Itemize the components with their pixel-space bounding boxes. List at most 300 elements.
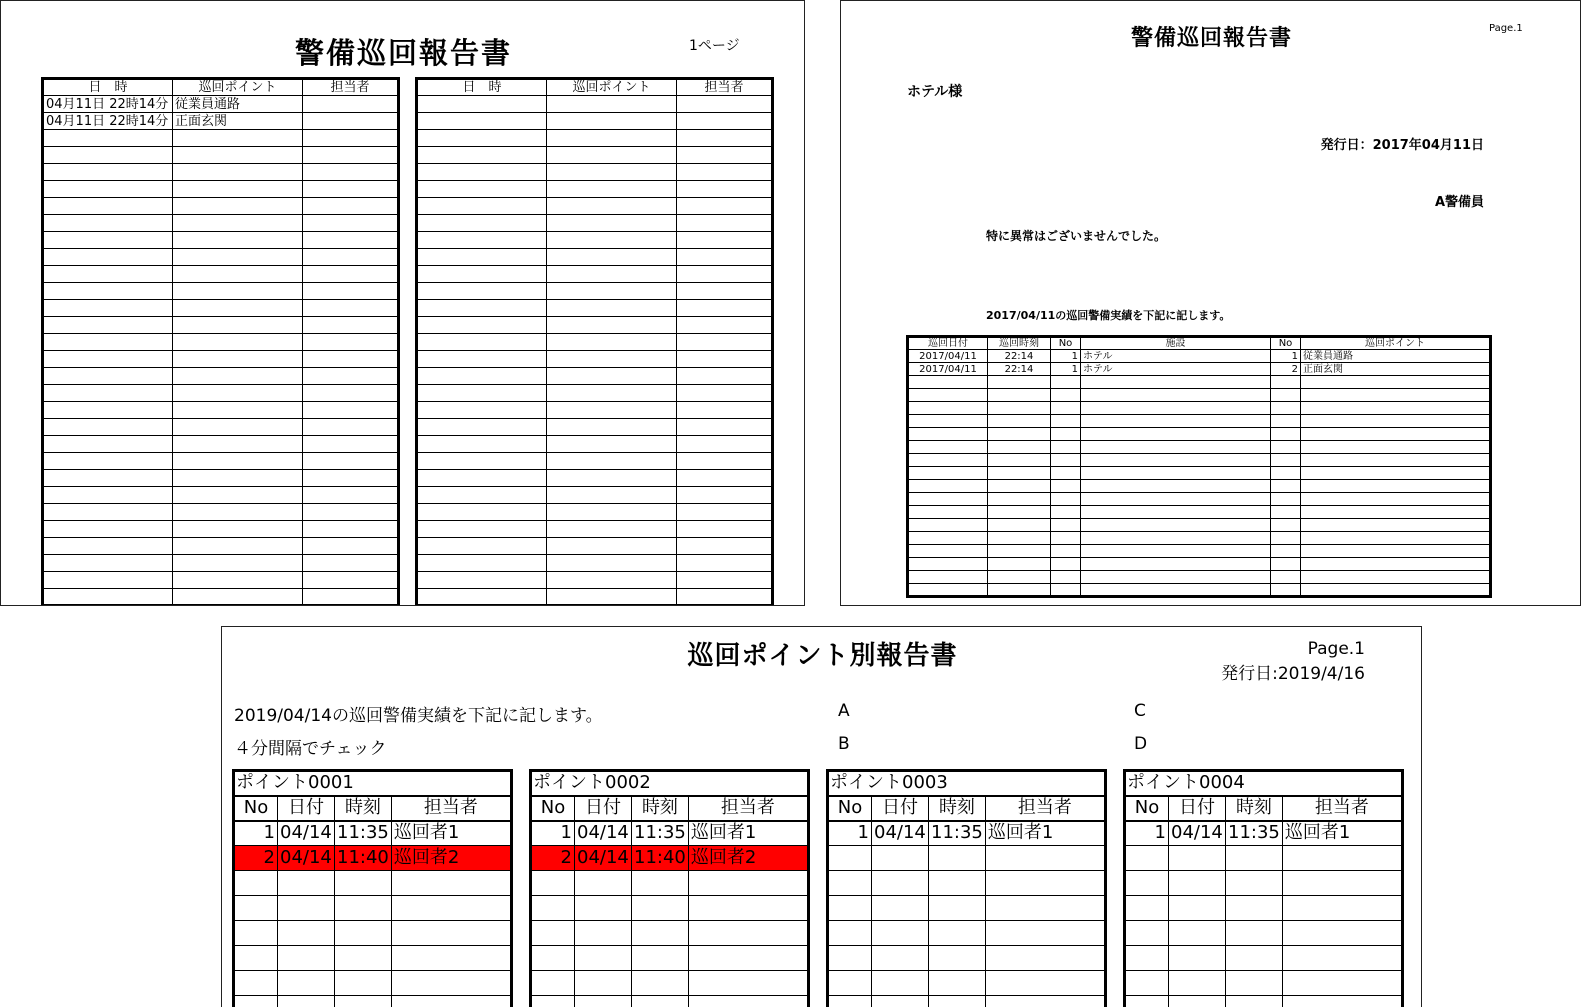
column-header-no: No bbox=[1051, 337, 1081, 350]
cell-date: 04/14 bbox=[872, 821, 929, 846]
cell-no bbox=[234, 971, 278, 996]
table-row bbox=[1125, 971, 1403, 996]
cell-no bbox=[828, 846, 872, 871]
cell-empty bbox=[677, 402, 773, 419]
cell-person bbox=[303, 385, 399, 402]
cell-empty bbox=[547, 283, 677, 300]
cell-no bbox=[1051, 571, 1081, 584]
cell-no: 1 bbox=[1051, 350, 1081, 363]
cell-pno bbox=[1271, 571, 1301, 584]
table-row bbox=[234, 946, 512, 971]
cell-empty bbox=[547, 419, 677, 436]
cell-empty bbox=[547, 300, 677, 317]
cell-time bbox=[1226, 946, 1283, 971]
cell-time: 22:14 bbox=[988, 350, 1051, 363]
cell-date bbox=[872, 996, 929, 1007]
cell-person bbox=[303, 419, 399, 436]
cell-time bbox=[929, 946, 986, 971]
cell-point bbox=[173, 368, 303, 385]
column-header-no: No bbox=[234, 796, 278, 821]
table-row bbox=[908, 493, 1491, 506]
cell-person bbox=[303, 317, 399, 334]
table-row bbox=[1125, 946, 1403, 971]
cell-no bbox=[1051, 415, 1081, 428]
table-row bbox=[417, 555, 773, 572]
column-header-row bbox=[828, 796, 1106, 821]
table-row bbox=[908, 428, 1491, 441]
table-row bbox=[417, 96, 773, 113]
cell-person bbox=[391, 921, 511, 946]
cell-date bbox=[1169, 996, 1226, 1007]
column-header-datetime: 日 時 bbox=[417, 79, 547, 96]
cell-point bbox=[1301, 532, 1491, 545]
cell-person bbox=[985, 871, 1105, 896]
column-header-date: 日付 bbox=[1169, 796, 1226, 821]
patrol-report-sheet-detail bbox=[840, 0, 1581, 606]
cell-point bbox=[173, 249, 303, 266]
cell-time bbox=[335, 921, 392, 946]
table-row bbox=[43, 249, 399, 266]
column-header-time: 時刻 bbox=[632, 796, 689, 821]
cell-time bbox=[1226, 971, 1283, 996]
cell-time bbox=[988, 441, 1051, 454]
table-row bbox=[908, 506, 1491, 519]
cell-no bbox=[531, 996, 575, 1007]
column-header-date: 日付 bbox=[872, 796, 929, 821]
cell-datetime bbox=[43, 215, 173, 232]
cell-datetime bbox=[43, 317, 173, 334]
cell-date bbox=[1169, 946, 1226, 971]
patrol-report-sheet bbox=[0, 0, 805, 606]
cell-empty bbox=[677, 334, 773, 351]
cell-date bbox=[872, 946, 929, 971]
cell-time bbox=[929, 921, 986, 946]
cell-no bbox=[1051, 493, 1081, 506]
table-row bbox=[417, 589, 773, 606]
cell-empty bbox=[677, 249, 773, 266]
cell-date bbox=[1169, 921, 1226, 946]
column-header-time: 時刻 bbox=[929, 796, 986, 821]
table-row bbox=[1125, 996, 1403, 1007]
column-header-no: No bbox=[1125, 796, 1169, 821]
column-header-point-no: No bbox=[1271, 337, 1301, 350]
cell-no bbox=[1051, 506, 1081, 519]
cell-no: 2 bbox=[531, 846, 575, 871]
table-row bbox=[417, 402, 773, 419]
patrol-detail-table bbox=[906, 335, 1492, 598]
cell-time bbox=[988, 571, 1051, 584]
cell-empty bbox=[677, 436, 773, 453]
table-row bbox=[531, 846, 809, 871]
column-header-person: 担当者 bbox=[677, 79, 773, 96]
table-row bbox=[531, 896, 809, 921]
cell-point bbox=[173, 419, 303, 436]
cell-person bbox=[688, 896, 808, 921]
cell-datetime bbox=[43, 232, 173, 249]
cell-no bbox=[828, 971, 872, 996]
cell-time bbox=[632, 996, 689, 1007]
point-name: ポイント0002 bbox=[531, 771, 809, 796]
cell-facility bbox=[1081, 558, 1271, 571]
table-row bbox=[417, 130, 773, 147]
customer-name: ホテル様 bbox=[907, 84, 963, 100]
table-row bbox=[828, 946, 1106, 971]
cell-empty bbox=[547, 521, 677, 538]
cell-empty bbox=[417, 266, 547, 283]
cell-date bbox=[908, 493, 988, 506]
cell-date bbox=[575, 871, 632, 896]
cell-point bbox=[1301, 545, 1491, 558]
cell-facility bbox=[1081, 584, 1271, 597]
cell-empty bbox=[677, 453, 773, 470]
cell-point bbox=[173, 266, 303, 283]
table-row bbox=[417, 368, 773, 385]
table-row bbox=[43, 215, 399, 232]
cell-person bbox=[303, 453, 399, 470]
cell-empty bbox=[547, 232, 677, 249]
table-row bbox=[531, 871, 809, 896]
cell-empty bbox=[677, 470, 773, 487]
cell-pno bbox=[1271, 441, 1301, 454]
table-row bbox=[43, 181, 399, 198]
cell-empty bbox=[547, 96, 677, 113]
cell-time bbox=[632, 871, 689, 896]
cell-empty bbox=[417, 572, 547, 589]
cell-datetime bbox=[43, 334, 173, 351]
cell-person: 巡回者1 bbox=[688, 821, 808, 846]
cell-empty bbox=[547, 334, 677, 351]
table-row bbox=[417, 334, 773, 351]
cell-person bbox=[391, 871, 511, 896]
cell-date bbox=[575, 996, 632, 1007]
issue-date: 発行日：2017年04月11日 bbox=[1320, 138, 1484, 153]
cell-empty bbox=[677, 487, 773, 504]
cell-datetime bbox=[43, 385, 173, 402]
table-row bbox=[1125, 896, 1403, 921]
cell-datetime bbox=[43, 164, 173, 181]
cell-point bbox=[173, 487, 303, 504]
cell-facility bbox=[1081, 454, 1271, 467]
column-header-time: 時刻 bbox=[335, 796, 392, 821]
cell-time bbox=[988, 389, 1051, 402]
table-row bbox=[828, 896, 1106, 921]
cell-empty bbox=[677, 113, 773, 130]
table-row bbox=[43, 555, 399, 572]
cell-pno bbox=[1271, 467, 1301, 480]
cell-empty bbox=[417, 436, 547, 453]
cell-date bbox=[872, 846, 929, 871]
cell-no bbox=[1051, 545, 1081, 558]
cell-no bbox=[828, 896, 872, 921]
cell-empty bbox=[417, 96, 547, 113]
cell-point bbox=[173, 402, 303, 419]
table-row bbox=[908, 402, 1491, 415]
cell-no bbox=[234, 946, 278, 971]
cell-date bbox=[908, 519, 988, 532]
cell-time bbox=[929, 871, 986, 896]
cell-time bbox=[988, 519, 1051, 532]
column-header-row bbox=[1125, 796, 1403, 821]
cell-empty bbox=[547, 487, 677, 504]
cell-person bbox=[303, 232, 399, 249]
cell-no: 1 bbox=[1051, 363, 1081, 376]
column-header-no: No bbox=[531, 796, 575, 821]
cell-point bbox=[173, 589, 303, 606]
column-header-point: 巡回ポイント bbox=[1301, 337, 1491, 350]
cell-pno bbox=[1271, 402, 1301, 415]
table-row bbox=[43, 266, 399, 283]
cell-person bbox=[303, 300, 399, 317]
cell-date: 04/14 bbox=[575, 846, 632, 871]
column-header-date: 日付 bbox=[278, 796, 335, 821]
column-header-person: 担当者 bbox=[303, 79, 399, 96]
cell-pno bbox=[1271, 506, 1301, 519]
table-row bbox=[828, 971, 1106, 996]
cell-datetime: 04月11日 22時14分 bbox=[43, 96, 173, 113]
point-name-row bbox=[828, 771, 1106, 796]
cell-person bbox=[303, 470, 399, 487]
table-row bbox=[43, 334, 399, 351]
cell-datetime bbox=[43, 283, 173, 300]
cell-no bbox=[531, 946, 575, 971]
table-row bbox=[43, 470, 399, 487]
cell-person bbox=[1282, 971, 1402, 996]
cell-point bbox=[1301, 506, 1491, 519]
cell-empty bbox=[417, 470, 547, 487]
cell-point bbox=[173, 215, 303, 232]
column-header-person: 担当者 bbox=[985, 796, 1105, 821]
cell-person bbox=[391, 896, 511, 921]
table-row bbox=[417, 572, 773, 589]
cell-point bbox=[1301, 493, 1491, 506]
cell-empty bbox=[417, 317, 547, 334]
cell-date bbox=[872, 921, 929, 946]
cell-datetime bbox=[43, 470, 173, 487]
table-row bbox=[417, 198, 773, 215]
cell-date bbox=[1169, 846, 1226, 871]
patrol-log-table-right bbox=[415, 77, 774, 606]
table-row bbox=[43, 504, 399, 521]
table-row bbox=[417, 470, 773, 487]
table-row bbox=[417, 419, 773, 436]
cell-point bbox=[173, 164, 303, 181]
cell-point bbox=[1301, 467, 1491, 480]
cell-point bbox=[173, 538, 303, 555]
cell-person bbox=[391, 971, 511, 996]
cell-empty bbox=[547, 470, 677, 487]
table-row bbox=[417, 453, 773, 470]
cell-no: 2 bbox=[234, 846, 278, 871]
cell-datetime bbox=[43, 419, 173, 436]
cell-empty bbox=[417, 147, 547, 164]
table-row bbox=[531, 821, 809, 846]
cell-no bbox=[1051, 532, 1081, 545]
cell-date bbox=[908, 428, 988, 441]
cell-person bbox=[303, 436, 399, 453]
cell-time: 22:14 bbox=[988, 363, 1051, 376]
cell-time bbox=[988, 467, 1051, 480]
cell-datetime bbox=[43, 402, 173, 419]
cell-person bbox=[303, 538, 399, 555]
cell-point bbox=[173, 198, 303, 215]
cell-no bbox=[1125, 996, 1169, 1007]
cell-empty bbox=[417, 300, 547, 317]
cell-datetime bbox=[43, 487, 173, 504]
report-title: 警備巡回報告書 bbox=[1130, 26, 1292, 51]
point-table bbox=[232, 769, 513, 1007]
cell-point bbox=[173, 147, 303, 164]
table-row bbox=[43, 538, 399, 555]
cell-date bbox=[575, 921, 632, 946]
cell-date bbox=[908, 584, 988, 597]
column-header-row bbox=[531, 796, 809, 821]
table-row bbox=[43, 385, 399, 402]
cell-person bbox=[303, 504, 399, 521]
page-number: Page.1 bbox=[1307, 639, 1365, 659]
cell-no: 1 bbox=[234, 821, 278, 846]
cell-time bbox=[988, 415, 1051, 428]
cell-empty bbox=[547, 181, 677, 198]
cell-date bbox=[1169, 971, 1226, 996]
patrol-log-table-left bbox=[41, 77, 400, 606]
table-row bbox=[1125, 921, 1403, 946]
cell-point bbox=[173, 130, 303, 147]
cell-no bbox=[828, 996, 872, 1007]
column-header-date: 日付 bbox=[575, 796, 632, 821]
cell-pno bbox=[1271, 532, 1301, 545]
cell-person bbox=[985, 971, 1105, 996]
cell-empty bbox=[417, 164, 547, 181]
table-row bbox=[908, 545, 1491, 558]
cell-time bbox=[988, 402, 1051, 415]
cell-no bbox=[234, 871, 278, 896]
cell-time bbox=[632, 946, 689, 971]
table-row bbox=[43, 232, 399, 249]
cell-facility bbox=[1081, 415, 1271, 428]
table-row bbox=[1125, 871, 1403, 896]
page-number: Page.1 bbox=[1489, 23, 1523, 34]
cell-time bbox=[335, 896, 392, 921]
cell-no bbox=[1051, 480, 1081, 493]
cell-datetime bbox=[43, 249, 173, 266]
cell-facility bbox=[1081, 467, 1271, 480]
table-row bbox=[234, 821, 512, 846]
cell-facility: ホテル bbox=[1081, 350, 1271, 363]
cell-pno bbox=[1271, 454, 1301, 467]
cell-empty bbox=[677, 589, 773, 606]
cell-empty bbox=[677, 130, 773, 147]
cell-date bbox=[278, 871, 335, 896]
cell-empty bbox=[677, 555, 773, 572]
cell-empty bbox=[677, 504, 773, 521]
cell-empty bbox=[547, 453, 677, 470]
cell-date bbox=[575, 896, 632, 921]
cell-empty bbox=[417, 351, 547, 368]
cell-person bbox=[303, 368, 399, 385]
cell-pno bbox=[1271, 519, 1301, 532]
cell-person: 巡回者1 bbox=[1282, 821, 1402, 846]
table-row bbox=[417, 249, 773, 266]
cell-point bbox=[173, 436, 303, 453]
table-row bbox=[908, 532, 1491, 545]
cell-empty bbox=[547, 215, 677, 232]
cell-person: 巡回者1 bbox=[985, 821, 1105, 846]
cell-person: 巡回者2 bbox=[688, 846, 808, 871]
cell-datetime: 04月11日 22時14分 bbox=[43, 113, 173, 130]
cell-no bbox=[1051, 558, 1081, 571]
cell-person bbox=[1282, 871, 1402, 896]
cell-facility bbox=[1081, 493, 1271, 506]
cell-empty bbox=[677, 147, 773, 164]
cell-date bbox=[908, 389, 988, 402]
cell-empty bbox=[677, 232, 773, 249]
cell-empty bbox=[677, 266, 773, 283]
cell-date bbox=[278, 921, 335, 946]
cell-facility bbox=[1081, 428, 1271, 441]
table-row bbox=[417, 351, 773, 368]
cell-point bbox=[173, 317, 303, 334]
cell-point bbox=[173, 453, 303, 470]
cell-date bbox=[908, 415, 988, 428]
cell-time bbox=[988, 545, 1051, 558]
cell-time bbox=[335, 971, 392, 996]
cell-time bbox=[988, 532, 1051, 545]
cell-person: 巡回者1 bbox=[391, 821, 511, 846]
table-row bbox=[43, 487, 399, 504]
cell-time: 11:40 bbox=[632, 846, 689, 871]
cell-point bbox=[1301, 571, 1491, 584]
cell-no bbox=[1051, 519, 1081, 532]
cell-empty bbox=[417, 283, 547, 300]
cell-datetime bbox=[43, 521, 173, 538]
cell-no bbox=[531, 896, 575, 921]
cell-datetime bbox=[43, 436, 173, 453]
cell-point bbox=[173, 521, 303, 538]
cell-pno bbox=[1271, 415, 1301, 428]
cell-datetime bbox=[43, 266, 173, 283]
cell-date bbox=[908, 506, 988, 519]
table-row bbox=[908, 558, 1491, 571]
cell-time bbox=[1226, 921, 1283, 946]
cell-no: 1 bbox=[531, 821, 575, 846]
table-row bbox=[43, 317, 399, 334]
cell-date bbox=[908, 454, 988, 467]
table-row bbox=[43, 300, 399, 317]
cell-person bbox=[303, 589, 399, 606]
cell-empty bbox=[417, 589, 547, 606]
cell-person bbox=[303, 487, 399, 504]
cell-person bbox=[688, 946, 808, 971]
cell-empty bbox=[677, 198, 773, 215]
cell-datetime bbox=[43, 181, 173, 198]
cell-empty bbox=[677, 385, 773, 402]
cell-datetime bbox=[43, 368, 173, 385]
cell-no bbox=[1051, 428, 1081, 441]
cell-point bbox=[173, 181, 303, 198]
cell-person bbox=[985, 896, 1105, 921]
cell-point bbox=[1301, 558, 1491, 571]
table-row bbox=[43, 164, 399, 181]
cell-empty bbox=[547, 113, 677, 130]
cell-facility bbox=[1081, 506, 1271, 519]
column-header-point: 巡回ポイント bbox=[173, 79, 303, 96]
cell-person bbox=[985, 846, 1105, 871]
cell-facility bbox=[1081, 441, 1271, 454]
cell-date bbox=[908, 545, 988, 558]
point-table bbox=[826, 769, 1107, 1007]
cell-point bbox=[173, 300, 303, 317]
column-header-patrol-date: 巡回日付 bbox=[908, 337, 988, 350]
